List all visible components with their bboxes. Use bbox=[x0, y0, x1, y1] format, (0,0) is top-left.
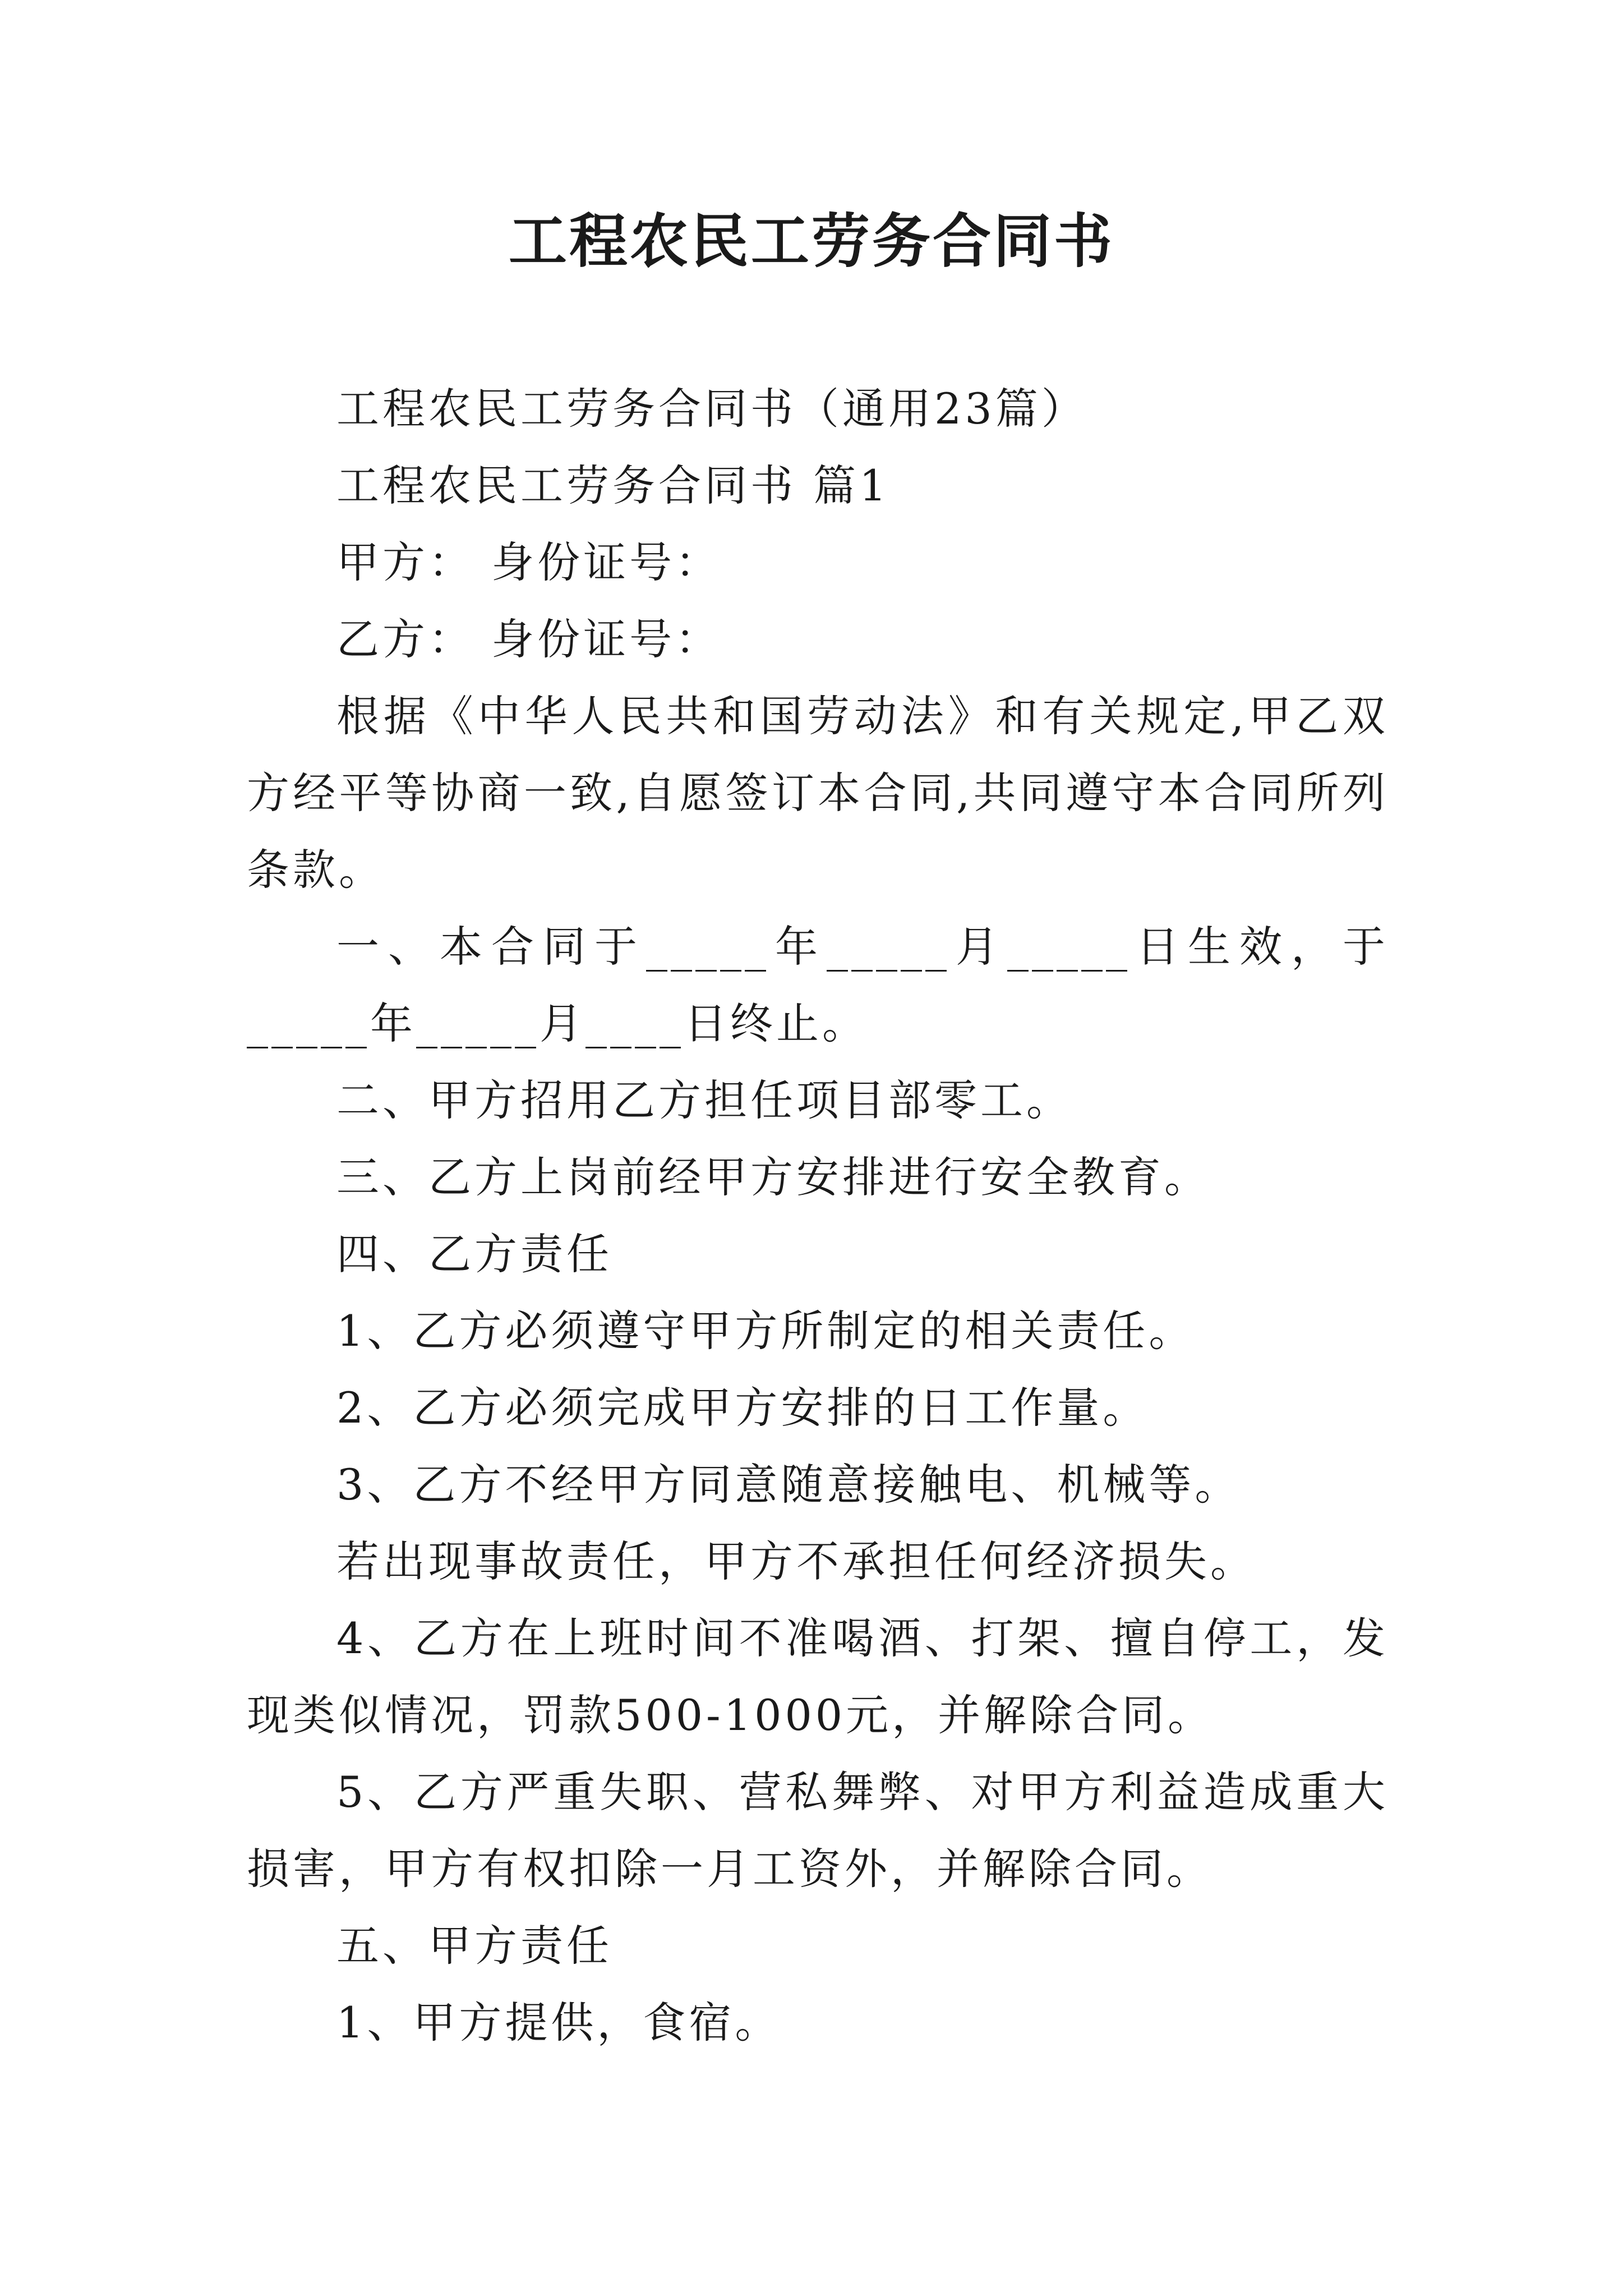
section-heading: 工程农民工劳务合同书 篇1 bbox=[336, 461, 890, 510]
document-body bbox=[247, 370, 1389, 2061]
preamble-paragraph: 根据《中华人民共和国劳动法》和有关规定,甲乙双方经平等协商一致,自愿签订本合同,共同遵守本合同所列条款。 bbox=[247, 691, 1389, 895]
duty-item: 1、乙方必须遵守甲方所制定的相关责任。 bbox=[336, 1306, 1195, 1356]
duty-item: 1、甲方提供，食宿。 bbox=[336, 1998, 781, 2047]
duty-item: 3、乙方不经甲方同意随意接触电、机械等。 bbox=[336, 1460, 1241, 1510]
duty-item: 2、乙方必须完成甲方安排的日工作量。 bbox=[336, 1383, 1149, 1433]
duty-item: 5、乙方严重失职、营私舞弊、对甲方利益造成重大损害，甲方有权扣除一月工资外，并解除合同。 bbox=[247, 1767, 1389, 1894]
clause-safety-education: 三、乙方上岗前经甲方安排进行安全教育。 bbox=[336, 1152, 1210, 1202]
duty-item-note: 若出现事故责任，甲方不承担任何经济损失。 bbox=[336, 1536, 1256, 1586]
party-a-line: 甲方： 身份证号： bbox=[336, 537, 722, 587]
subtitle-paragraph: 工程农民工劳务合同书（通用23篇） bbox=[336, 384, 1087, 434]
clause-term: 一、本合同于_____年_____月_____日生效，于_____年_____月____日终止。 bbox=[247, 922, 1389, 1048]
document-title: 工程农民工劳务合同书 bbox=[508, 206, 1114, 275]
clause-party-a-duties-heading: 五、甲方责任 bbox=[336, 1921, 612, 1971]
duty-item: 4、乙方在上班时间不准喝酒、打架、擅自停工，发现类似情况，罚款500-1000元，并解除合同。 bbox=[247, 1613, 1389, 1740]
party-b-line: 乙方： 身份证号： bbox=[336, 614, 722, 664]
clause-party-b-duties-heading: 四、乙方责任 bbox=[336, 1229, 612, 1279]
clause-position: 二、甲方招用乙方担任项目部零工。 bbox=[336, 1075, 1072, 1125]
